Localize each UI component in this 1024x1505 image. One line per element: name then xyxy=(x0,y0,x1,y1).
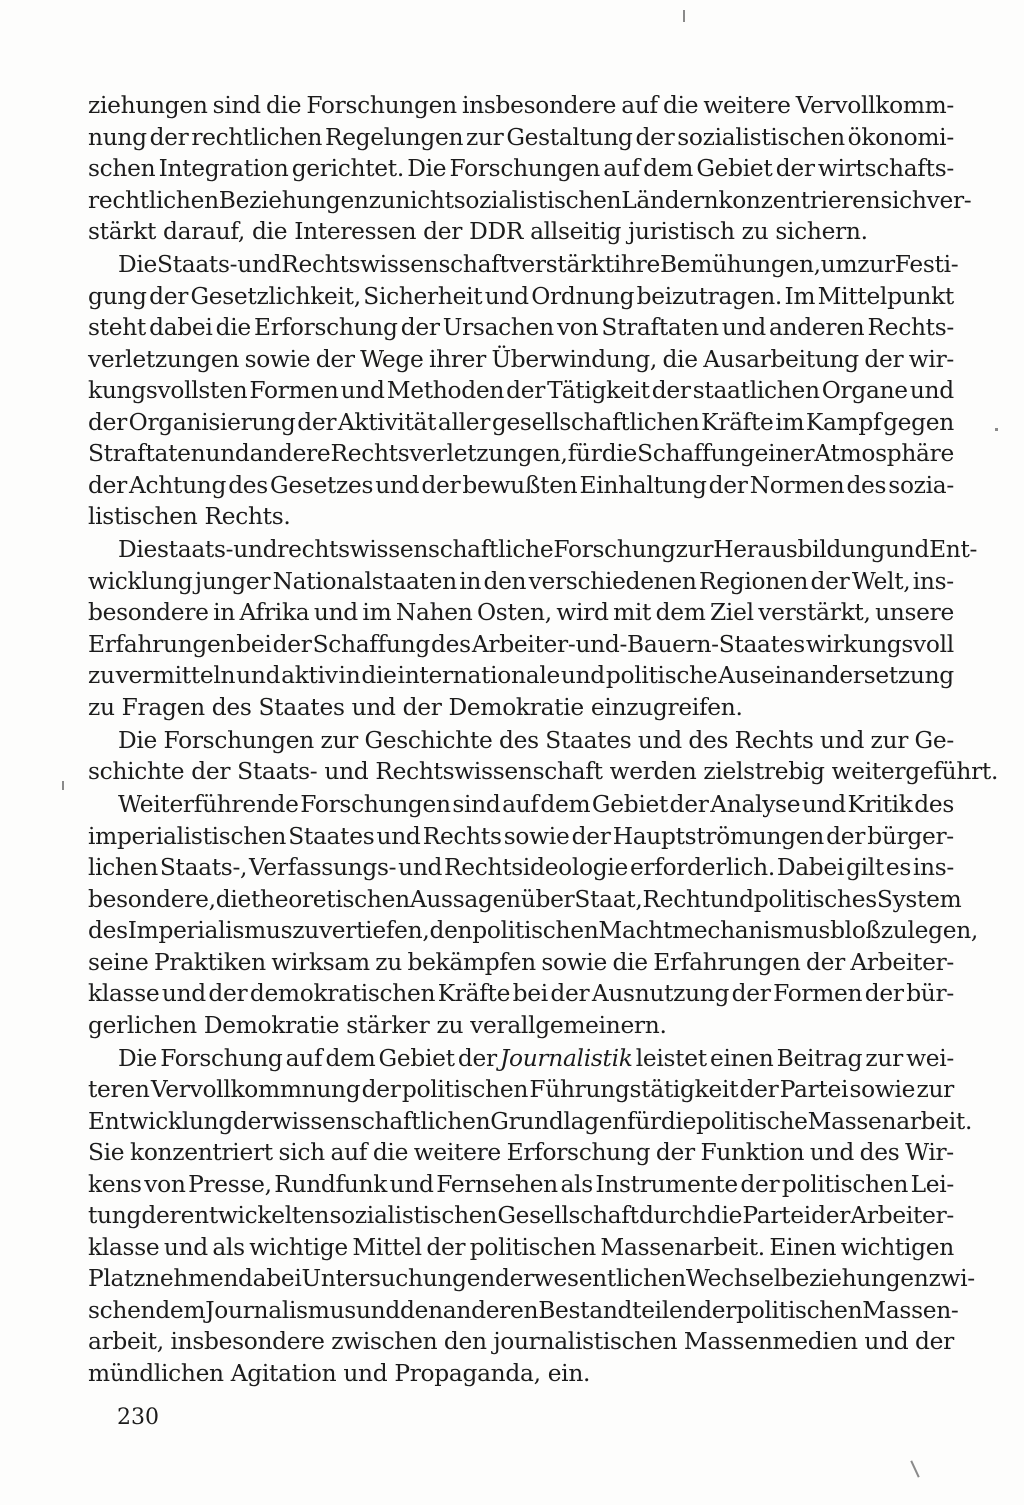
page-number: 230 xyxy=(117,1405,159,1430)
text-line: kungsvollsten Formen und Methoden der Tätigkeit der staatlichen Organe und xyxy=(88,377,954,405)
scan-speck xyxy=(910,1460,919,1477)
text-line: ziehungen sind die Forschungen insbesondere auf die weitere Vervollkomm- xyxy=(88,92,954,119)
paragraph xyxy=(88,534,978,723)
scan-speck xyxy=(62,781,64,790)
text-line: arbeit, insbesondere zwischen den journalistischen Massenmedien und der xyxy=(88,1328,954,1356)
text-line: steht dabei die Erforschung der Ursachen von Straftaten und anderen Rechts- xyxy=(88,314,954,342)
text-line: Die Forschung auf dem Gebiet der Journalistik leistet einen Beitrag zur wei- xyxy=(118,1044,954,1072)
text-line: verletzungen sowie der Wege ihrer Überwindung, die Ausarbeitung der wir- xyxy=(88,345,954,373)
text-line: der Achtung des Gesetzes und der bewußten Einhaltung der Normen des sozia- xyxy=(88,471,954,499)
text-line: Sie konzentriert sich auf die weitere Erforschung der Funktion und des Wir- xyxy=(88,1139,954,1167)
text-line: Die Staats- und Rechtswissenschaft verstärkt ihre Bemühungen, um zur Festi- xyxy=(118,251,959,279)
text-line: lichen Staats-, Verfassungs- und Rechtsideologie erforderlich. Dabei gilt es ins- xyxy=(88,854,954,882)
text-line: stärkt darauf, die Interessen der DDR allseitig juristisch zu sichern. xyxy=(88,218,868,245)
text-line: zu vermitteln und aktiv in die internationale und politische Auseinandersetzung xyxy=(88,662,954,690)
text-line: Straftaten und andere Rechtsverletzungen, für die Schaffung einer Atmosphäre xyxy=(88,440,954,468)
text-line: mündlichen Agitation und Propaganda, ein. xyxy=(88,1359,591,1387)
paragraph xyxy=(88,789,979,1041)
scan-speck xyxy=(683,10,685,22)
text-line: teren Vervollkommnung der politischen Führungstätigkeit der Partei sowie zur xyxy=(88,1076,954,1104)
text-line: rechtlichen Beziehungen zu nichtsozialistischen Ländern konzentrieren sich ver- xyxy=(88,186,972,214)
text-line: tung der entwickelten sozialistischen Gesellschaft durch die Partei der Arbeiter- xyxy=(88,1202,954,1230)
text-line: besondere in Afrika und im Nahen Osten, wird mit dem Ziel verstärkt, unsere xyxy=(88,599,954,627)
text-line: schichte der Staats- und Rechtswissenschaft werden zielstrebig weitergeführt. xyxy=(88,758,999,786)
text-line: besondere, die theoretischen Aussagen über Staat, Recht und politisches System xyxy=(88,885,962,913)
text-line: schen dem Journalismus und den anderen Bestandteilen der politischen Massen- xyxy=(88,1296,959,1324)
paragraph xyxy=(88,1043,975,1390)
text-line: Die Forschungen zur Geschichte des Staates und des Rechts und zur Ge- xyxy=(118,726,954,754)
text-line: der Organisierung der Aktivität aller gesellschaftlichen Kräfte im Kampf gegen xyxy=(88,408,954,436)
text-line: klasse und als wichtige Mittel der politischen Massenarbeit. Einen wichtigen xyxy=(88,1233,954,1261)
text-line: listischen Rechts. xyxy=(88,503,291,531)
text-line: gung der Gesetzlichkeit, Sicherheit und Ordnung beizutragen. Im Mittelpunkt xyxy=(88,282,954,310)
text-line: gerlichen Demokratie stärker zu verallgemeinern. xyxy=(88,1011,667,1039)
paragraph xyxy=(88,725,999,788)
paragraph xyxy=(88,90,972,248)
text-line: Weiterführende Forschungen sind auf dem Gebiet der Analyse und Kritik des xyxy=(118,791,954,819)
scan-speck xyxy=(995,428,998,431)
text-line: wicklung junger Nationalstaaten in den verschiedenen Regionen der Welt, ins- xyxy=(88,567,954,595)
text-line: Die staats- und rechtswissenschaftliche Forschung zur Herausbildung und Ent- xyxy=(118,536,978,564)
text-line: imperialistischen Staates und Rechts sowie der Hauptströmungen der bürger- xyxy=(88,822,954,850)
text-line: des Imperialismus zu vertiefen, den politischen Machtmechanismus bloßzulegen, xyxy=(88,917,979,945)
text-line: schen Integration gerichtet. Die Forschungen auf dem Gebiet der wirtschafts- xyxy=(88,155,954,182)
text-line: Entwicklung der wissenschaftlichen Grundlagen für die politische Massenarbeit. xyxy=(88,1107,973,1135)
text-line: klasse und der demokratischen Kräfte bei der Ausnutzung der Formen der bür- xyxy=(88,980,954,1008)
text-line: kens von Presse, Rundfunk und Fernsehen als Instrumente der politischen Lei- xyxy=(88,1170,954,1198)
paragraph xyxy=(88,249,959,533)
body-text xyxy=(88,90,999,1391)
text-line: nung der rechtlichen Regelungen zur Gestaltung der sozialistischen ökonomi- xyxy=(88,123,954,151)
text-line: Erfahrungen bei der Schaffung des Arbeiter-und-Bauern-Staates wirkungsvoll xyxy=(88,630,954,658)
text-line: Platz nehmen dabei Untersuchungen der wesentlichen Wechselbeziehungen zwi- xyxy=(88,1265,975,1293)
text-line: seine Praktiken wirksam zu bekämpfen sowie die Erfahrungen der Arbeiter- xyxy=(88,948,954,976)
text-line: zu Fragen des Staates und der Demokratie einzugreifen. xyxy=(88,693,743,721)
